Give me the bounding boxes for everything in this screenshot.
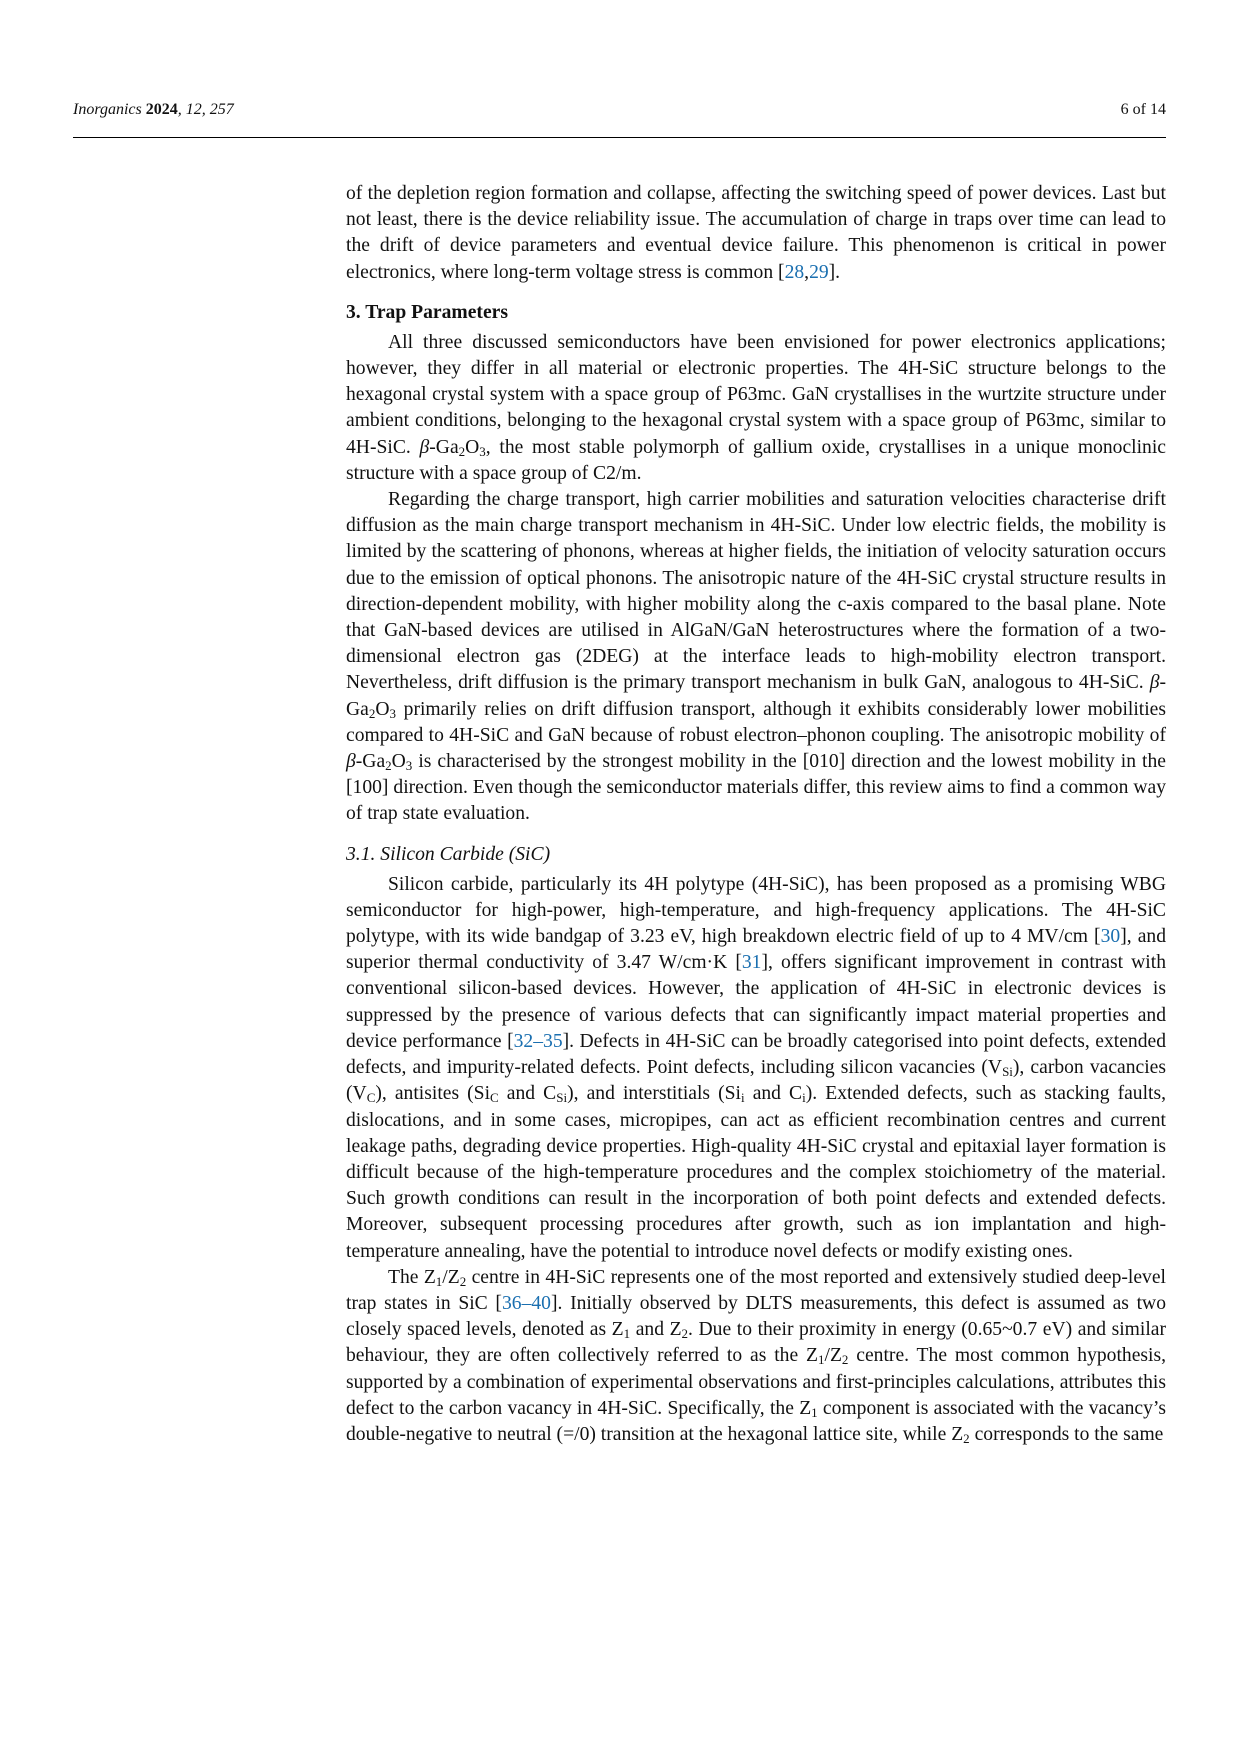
subscript: 2	[963, 1430, 970, 1446]
text: and	[630, 1319, 670, 1341]
text: Z	[669, 1319, 682, 1341]
subscript: 2	[385, 758, 392, 774]
citation-link-28[interactable]: 28	[784, 261, 805, 283]
subscript: 1	[623, 1326, 631, 1342]
text: Z	[799, 1397, 812, 1419]
text: of the depletion region formation and collapse, affecting the switching speed of power devices. Last but not least, there is the device reliability issue. The accumulation of charge in traps over time can lead to the drift of device parameters and eventual device failure. This phenomenon is critical in power electronics, where long-term voltage stress is common [	[346, 183, 1166, 283]
subscript: 3	[405, 758, 413, 774]
journal-citation	[73, 101, 234, 119]
text: centre. The most common hypothesis, supported by a combination of experimental observations and first-principles calculations, attributes this defect to the carbon vacancy in 4H-SiC. Specifically, the	[346, 1345, 1166, 1419]
text: ), and interstitials (Si	[567, 1083, 741, 1105]
beta-symbol: β	[346, 751, 356, 773]
text: Z	[829, 1345, 842, 1367]
text: ,	[804, 261, 810, 283]
text: Z	[423, 1266, 436, 1288]
citation-link-29[interactable]: 29	[809, 261, 829, 283]
subscript: 2	[458, 443, 466, 459]
section-heading-trap-parameters: 3. Trap Parameters	[346, 301, 508, 323]
text: ), carbon vacancies (V	[346, 1057, 1166, 1105]
paragraph-charge-transport	[346, 487, 1166, 828]
text: O	[465, 436, 480, 458]
journal-volume-article: , 12, 257	[177, 101, 234, 118]
subsection-heading-silicon-carbide: 3.1. Silicon Carbide (SiC)	[346, 843, 551, 865]
subscript: Si	[1002, 1064, 1013, 1080]
subscript: i	[740, 1090, 745, 1106]
beta-symbol: β	[419, 436, 430, 458]
text: ), antisites (Si	[375, 1083, 491, 1105]
journal-name: Inorganics	[73, 101, 142, 118]
text: ], offers significant improvement in contrast with conventional silicon-based devices. However, the application of 4H-SiC in electronic devices is suppressed by the presence of various defects that can significantly impact material properties and device performance [	[346, 952, 1166, 1052]
journal-year: 2024	[145, 101, 178, 118]
subscript: C	[490, 1090, 499, 1106]
subscript: 2	[841, 1352, 849, 1368]
text: ].	[828, 261, 841, 283]
paragraph-continued	[346, 181, 1166, 286]
text: The	[388, 1266, 424, 1288]
subscript: 2	[681, 1326, 689, 1342]
text: /	[442, 1266, 448, 1288]
text: and C	[744, 1083, 803, 1105]
text: Silicon carbide, particularly its 4H polytype (4H-SiC), has been proposed as a promising WBG semiconductor for high-power, high-temperature, and high-frequency applications. The 4H-SiC polytype, with its wide bandgap of 3.23 eV, high breakdown electric field of up to 4 MV/cm [	[346, 873, 1166, 948]
text: Z	[806, 1345, 818, 1367]
text: component is associated with the vacancy’s double-negative to neutral (=/0) transition at the hexagonal lattice site, while	[346, 1397, 1166, 1445]
subscript: 3	[479, 443, 486, 459]
text: Z	[951, 1423, 964, 1445]
text: -Ga	[346, 672, 1166, 720]
text: is characterised by the strongest mobility in the [010] direction and the lowest mobility in the [100] direction. Even though the semiconductor materials differ, this review aims to find a common way of trap state evaluation.	[346, 751, 1166, 825]
text: O	[391, 751, 406, 773]
text: . Due to their proximity in energy (0.65~0.7 eV) and similar behaviour, they are often collectively referred to as the	[346, 1319, 1166, 1367]
text: primarily relies on drift diffusion transport, although it exhibits considerably lower mobilities compared to 4H-SiC and GaN because of robust electron–phonon coupling. The anisotropic mobility of	[346, 698, 1166, 746]
text: ], and superior thermal conductivity of 3.47 W/cm·K [	[346, 926, 1166, 974]
text: O	[375, 698, 390, 720]
subscript: C	[366, 1090, 376, 1106]
citation-link-36-40[interactable]: 36–40	[501, 1292, 551, 1314]
text: All three discussed semiconductors have been envisioned for power electronics applications; however, they differ in all material or electronic properties. The 4H-SiC structure belongs to the hexagonal crystal system with a space group of P63mc. GaN crystallises in the wurtzite structure under ambient conditions, belonging to the hexagonal crystal system with a space group of P63mc, similar to 4H-SiC.	[346, 331, 1166, 458]
text: Z	[611, 1319, 624, 1341]
header-divider	[73, 137, 1166, 138]
subscript: 1	[818, 1352, 825, 1368]
subscript: 3	[389, 705, 397, 721]
subscript: 1	[811, 1404, 818, 1420]
text: -Ga	[429, 436, 459, 458]
subscript: 2	[368, 705, 376, 721]
running-header	[73, 101, 1166, 121]
text: Regarding the charge transport, high carrier mobilities and saturation velocities characterise drift diffusion as the main charge transport mechanism in 4H-SiC. Under low electric fields, the mobility is limited by the scattering of phonons, whereas at higher fields, the initiation of velocity saturation occurs due to the emission of optical phonons. The anisotropic nature of the 4H-SiC crystal structure results in direction-dependent mobility, with higher mobility along the c-axis compared to the basal plane. Note that GaN-based devices are utilised in AlGaN/GaN heterostructures where the formation of a two-dimensional electron gas (2DEG) at the interface leads to high-mobility electron transport. Nevertheless, drift diffusion is the primary transport mechanism in bulk GaN, analogous to 4H-SiC.	[346, 489, 1166, 694]
text: ]. Defects in 4H-SiC can be broadly categorised into point defects, extended defects, and impurity-related defects. Point defects, including silicon vacancies (V	[346, 1030, 1166, 1079]
text: -Ga	[355, 751, 386, 773]
text: /	[824, 1345, 830, 1367]
paragraph-sic-defects	[346, 872, 1166, 1265]
page-number: 6 of 14	[1120, 101, 1166, 118]
subscript: Si	[556, 1090, 568, 1106]
text: and C	[498, 1083, 557, 1105]
citation-link-30[interactable]: 30	[1100, 926, 1121, 948]
citation-link-31[interactable]: 31	[741, 952, 762, 974]
subscript: i	[802, 1090, 806, 1106]
text: ]. Initially observed by DLTS measurements, this defect is assumed as two closely spaced levels, denoted as	[346, 1292, 1166, 1341]
beta-symbol: β	[1149, 672, 1160, 694]
text: , the most stable polymorph of gallium oxide, crystallises in a unique monoclinic structure with a space group of C2/m.	[346, 436, 1166, 484]
text: centre in 4H-SiC represents one of the most reported and extensively studied deep-level trap states in SiC [	[346, 1266, 1166, 1314]
paragraph-z1-z2-centre	[346, 1265, 1166, 1448]
paragraph-crystal-structure	[346, 330, 1166, 487]
article-body	[346, 181, 1166, 1448]
text: Z	[447, 1266, 460, 1288]
subscript: 2	[459, 1273, 467, 1289]
subscript: 1	[435, 1273, 443, 1289]
text: ). Extended defects, such as stacking faults, dislocations, and in some cases, micropipes, can act as efficient recombination centres and current leakage paths, degrading device properties. High-quality 4H-SiC crystal and epitaxial layer formation is difficult because of the high-temperature procedures and the complex stoichiometry of the material. Such growth conditions can result in the incorporation of both point defects and extended defects. Moreover, subsequent processing procedures after growth, such as ion implantation and high-temperature annealing, have the potential to introduce novel defects or modify existing ones.	[346, 1083, 1167, 1262]
text: corresponds to the same	[969, 1423, 1164, 1445]
citation-link-32-35[interactable]: 32–35	[513, 1030, 563, 1052]
